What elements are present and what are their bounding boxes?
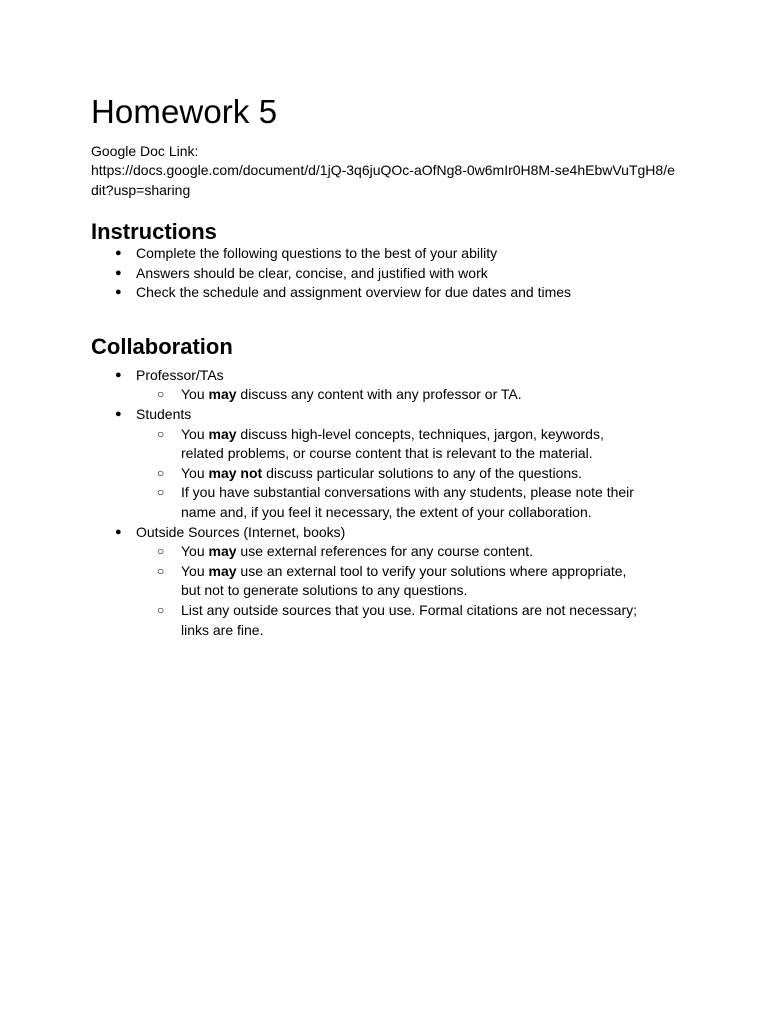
sub-list-item	[136, 601, 641, 640]
rule-prefix: You	[181, 425, 209, 442]
bullet-icon: ●	[115, 286, 122, 299]
rule-emphasis: may	[208, 386, 237, 403]
sub-list	[136, 385, 691, 405]
rule-prefix: You	[181, 562, 209, 579]
rule-text: discuss particular solutions to any of the questions.	[262, 464, 583, 481]
rule-emphasis: may	[208, 562, 237, 579]
group-label: Students	[136, 405, 192, 422]
rule-emphasis: may	[208, 425, 237, 442]
sub-bullet-icon: ○	[157, 563, 165, 578]
rule-text: discuss any content with any professor or TA.	[236, 386, 522, 403]
sub-list-item	[136, 425, 641, 464]
sub-list-item	[136, 464, 641, 484]
bullet-icon: ●	[115, 266, 122, 279]
google-doc-link-label: Google Doc Link:	[91, 143, 199, 159]
sub-bullet-icon: ○	[157, 426, 165, 441]
collaboration-group-outside-sources	[91, 523, 691, 641]
bullet-icon: ●	[115, 247, 122, 259]
document-page	[91, 92, 691, 640]
collaboration-list	[91, 366, 691, 640]
rule-prefix: You	[181, 464, 209, 481]
rule-emphasis: may not	[208, 464, 263, 481]
sub-list-item	[136, 542, 641, 562]
rule-text: discuss high-level concepts, techniques, jargon, keywords, related problems, or course content that is relevant to the material.	[181, 425, 604, 462]
collaboration-group-students	[91, 405, 691, 523]
google-doc-link-url[interactable]: https://docs.google.com/document/d/1jQ-3q6juQOc-aOfNg8-0w6mIr0H8M-se4hEbwVuTgH8/edit?usp=sharing	[91, 162, 675, 198]
collaboration-group-professor-tas	[91, 366, 691, 405]
instruction-text: Check the schedule and assignment overview for due dates and times	[136, 284, 572, 301]
rule-prefix: You	[181, 543, 209, 560]
list-item	[91, 283, 691, 303]
sub-list	[136, 542, 691, 640]
sub-list-item	[136, 562, 641, 601]
document-title: Homework 5	[91, 93, 278, 130]
rule-text: List any outside sources that you use. Formal citations are not necessary; links are fine.	[181, 601, 638, 638]
rule-text: use external references for any course content.	[236, 543, 534, 560]
instructions-heading: Instructions	[91, 219, 217, 244]
group-label: Professor/TAs	[136, 366, 224, 383]
sub-list-item	[136, 483, 641, 522]
bullet-icon: ●	[115, 368, 122, 381]
rule-prefix: You	[181, 386, 209, 403]
sub-bullet-icon: ○	[157, 485, 165, 500]
sub-bullet-icon: ○	[157, 544, 165, 559]
sub-bullet-icon: ○	[157, 465, 165, 480]
sub-bullet-icon: ○	[157, 387, 165, 402]
rule-text: use an external tool to verify your solutions where appropriate, but not to generate solutions to any questions.	[181, 562, 627, 599]
sub-list-item	[136, 385, 641, 405]
list-item	[91, 244, 691, 264]
rule-text: If you have substantial conversations with any students, please note their name and, if you feel it necessary, the extent of your collaboration.	[181, 484, 634, 520]
instruction-text: Complete the following questions to the best of your ability	[136, 245, 498, 261]
bullet-icon: ●	[115, 407, 122, 420]
sub-list	[136, 425, 691, 523]
collaboration-heading: Collaboration	[91, 333, 233, 359]
bullet-icon: ●	[115, 525, 122, 538]
group-label: Outside Sources (Internet, books)	[136, 523, 346, 540]
instruction-text: Answers should be clear, concise, and justified with work	[136, 264, 488, 281]
list-item	[91, 264, 691, 284]
sub-bullet-icon: ○	[157, 602, 165, 617]
instructions-list	[91, 244, 691, 303]
rule-emphasis: may	[208, 543, 237, 560]
